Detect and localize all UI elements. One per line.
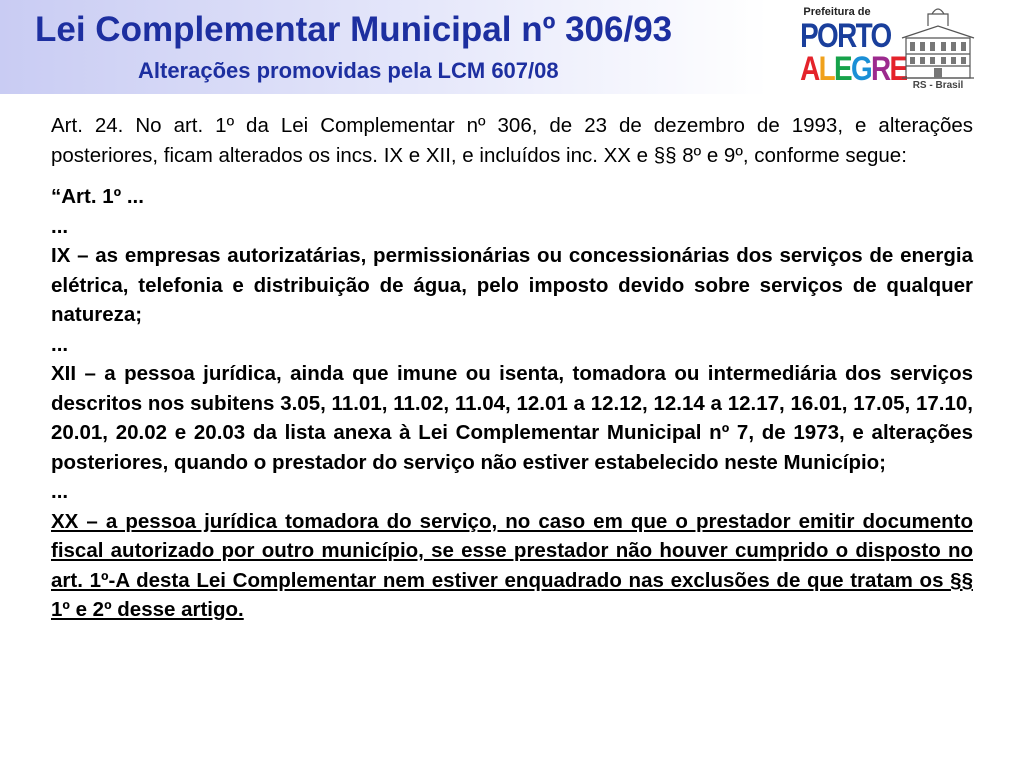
ellipsis: ... xyxy=(51,214,69,238)
logo-porto-text: PORTO xyxy=(800,17,891,55)
article-intro: Art. 24. No art. 1º da Lei Complementar nº 306, de 23 de dezembro de 1993, e alterações posteriores, ficam alterados os incs. IX e XII, e incluídos inc. XX e §§ 8º e 9º, conforme segue: xyxy=(51,114,973,167)
logo-prefeitura-text: Prefeitura de xyxy=(803,6,871,18)
article-heading: “Art. 1º ... xyxy=(51,185,144,208)
page-subtitle: Alterações promovidas pela LCM 607/08 xyxy=(138,58,559,83)
article-body xyxy=(51,111,973,625)
porto-alegre-logo xyxy=(792,2,907,92)
item-ix: IX – as empresas autorizatárias, permissionárias ou concessionárias dos serviços de energia elétrica, telefonia e distribuição de água, pelo imposto devido sobre serviços de qualquer natureza; xyxy=(51,244,973,326)
ellipsis: ... xyxy=(51,332,69,356)
city-hall-building-icon xyxy=(900,4,976,90)
ellipsis: ... xyxy=(51,480,69,503)
page-title: Lei Complementar Municipal nº 306/93 xyxy=(35,10,673,49)
header-banner xyxy=(0,0,1024,94)
item-xii: XII – a pessoa jurídica, ainda que imune ou isenta, tomadora ou intermediária dos serviços descritos nos subitens 3.05, 11.01, 11.02, 11.04, 12.01 a 12.12, 12.14 a 12.17, 16.01, 17.05, 17.10, 20.01, 20.02 e 20.03 da lista anexa à Lei Complementar Municipal nº 7, de 1973, e alterações posteriores, quando o prestador do serviço não estiver estabelecido neste Município; xyxy=(51,362,973,474)
item-xx: XX – a pessoa jurídica tomadora do serviço, no caso em que o prestador emitir documento fiscal autorizado por outro município, se esse prestador não houver cumprido o disposto no art. 1º-A desta Lei Complementar nem estiver enquadrado nas exclusões de que tratam os §§ 1º e 2º desse artigo. xyxy=(51,509,973,621)
logo-alegre-text: ALEGRE xyxy=(800,50,907,88)
seal-caption: RS - Brasil xyxy=(912,80,964,91)
